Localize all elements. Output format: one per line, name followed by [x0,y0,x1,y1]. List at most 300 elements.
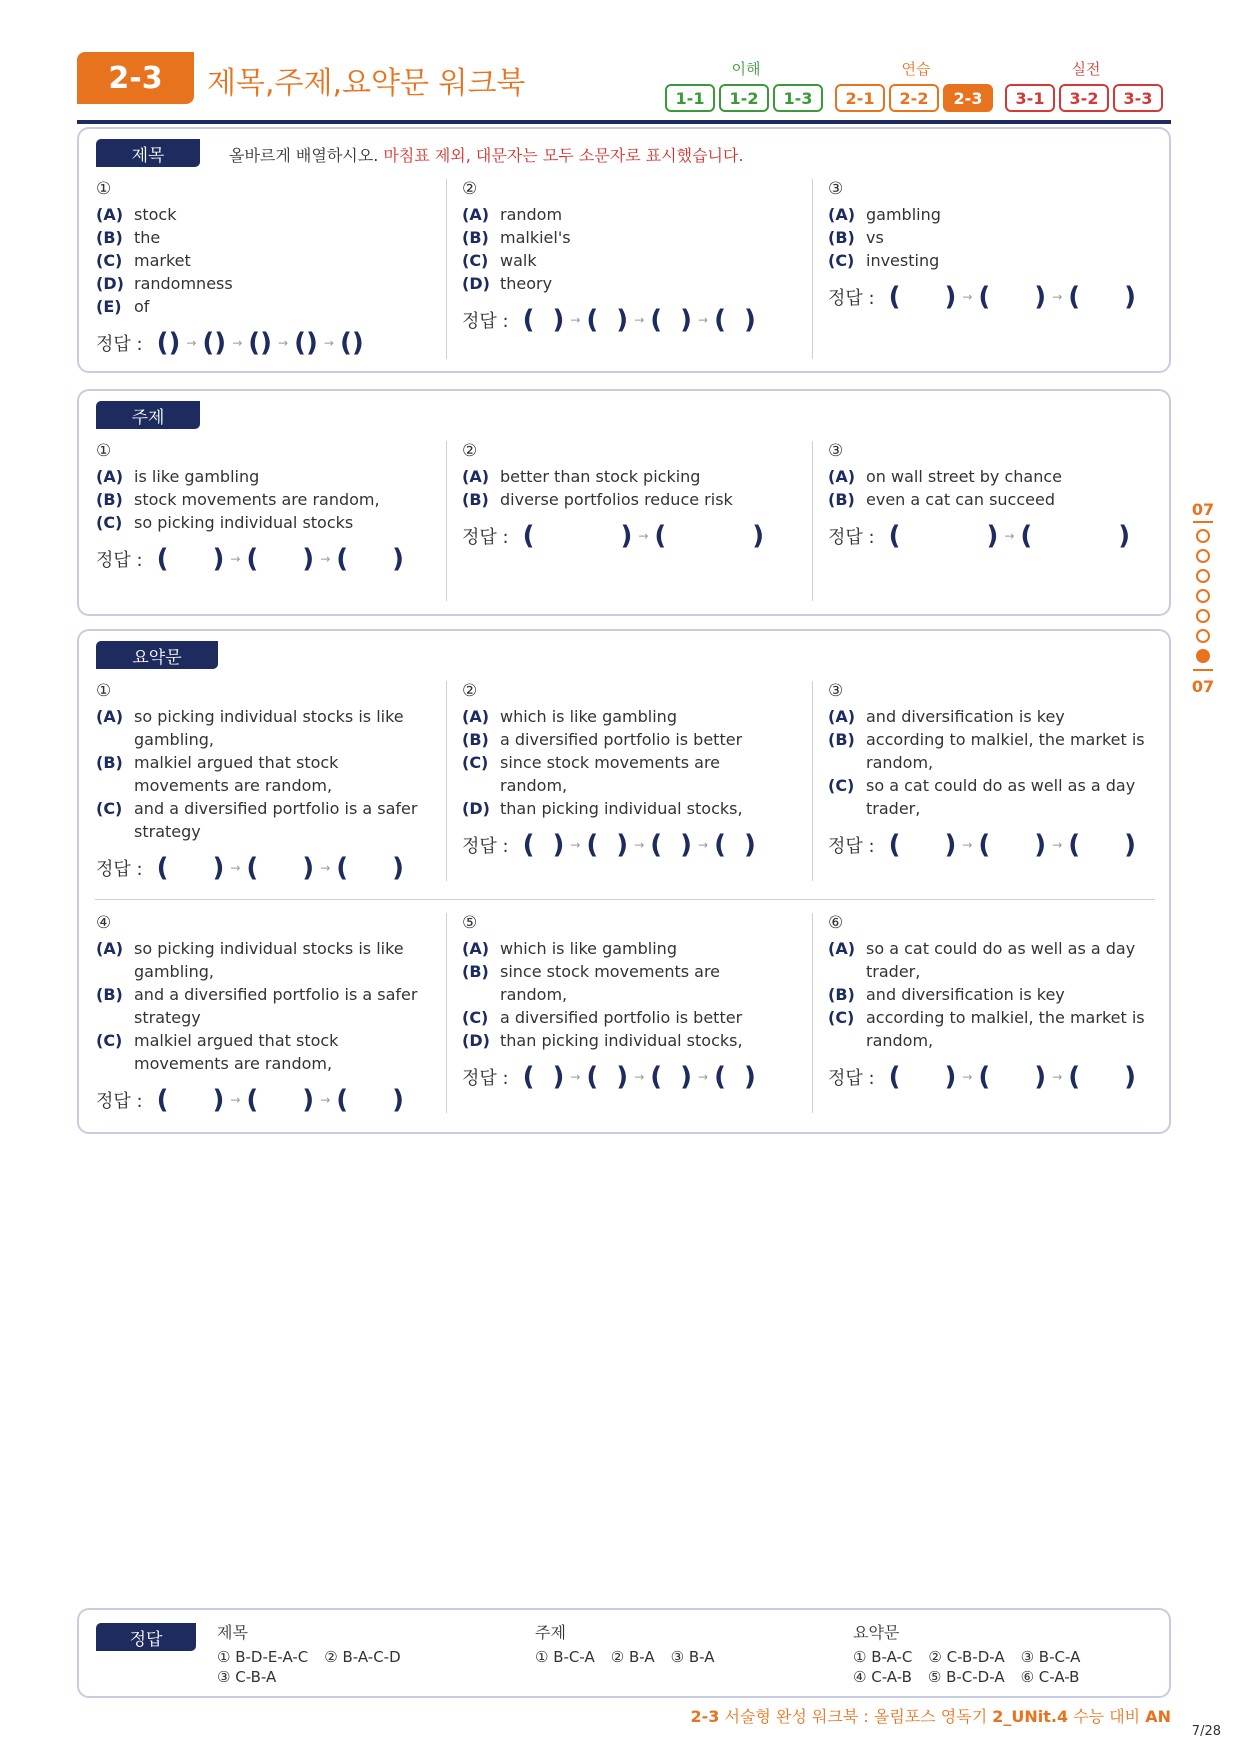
option-item [96,797,426,843]
progress-dot [1196,529,1210,543]
answer-slot-open[interactable]: ( [202,328,215,358]
instruction-note: 마침표 제외, 대문자는 모두 소문자로 표시했습니다. [383,146,744,165]
title-section [77,127,1171,373]
arrow-icon: → [230,861,241,875]
question [828,179,1158,312]
answer-slot-open[interactable]: ( [650,1062,663,1092]
answer-prefix: 정답 : [828,836,875,857]
question [96,913,426,1115]
progress-indicator [1188,500,1218,696]
arrow-icon: → [232,336,243,350]
answer-slots [96,544,426,574]
answer-slot-open[interactable]: ( [522,1062,535,1092]
arrow-icon: → [1052,1070,1063,1084]
option-label: (A) [462,205,490,224]
option-label: (C) [828,251,855,270]
question-number: ④ [96,913,112,933]
option-text: is like gambling [134,467,260,486]
option-text: randomness [134,274,233,293]
arrow-icon: → [1004,529,1015,543]
arrow-icon: → [320,552,331,566]
option-label: (C) [462,251,489,270]
answer-slots [828,521,1158,551]
question-number: ③ [828,441,844,461]
option-item [96,488,426,511]
option-text: theory [500,274,553,293]
arrow-icon: → [638,529,649,543]
option-item [828,983,1158,1006]
arrow-icon: → [570,1070,581,1084]
answer-prefix: 정답 : [462,1068,509,1089]
progress-dot [1196,589,1210,603]
option-item [828,226,1158,249]
answer-prefix: 정답 : [828,527,875,548]
option-text: a diversified portfolio is better [500,1008,743,1027]
answer-slot-close[interactable]: ) [986,521,999,551]
column-divider [812,179,813,359]
level-button-2-3[interactable]: 2-3 [943,84,993,112]
level-button-1-3[interactable]: 1-3 [773,84,823,112]
answer-slot-open[interactable]: ( [650,830,663,860]
option-text: which is like gambling [500,707,677,726]
answer-slot-open[interactable]: ( [522,830,535,860]
answer-slot-close[interactable]: ) [302,853,315,883]
option-label: (B) [828,985,855,1004]
answer-prefix: 정답 : [96,1091,143,1112]
answer-key-entry: ⑥ C-A-B [1020,1668,1080,1686]
option-label: (D) [96,274,124,293]
option-label: (E) [96,297,122,316]
option-label: (B) [462,490,489,509]
topic-section [77,389,1171,616]
answer-slot-close[interactable]: ) [302,1085,315,1115]
option-text: so picking individual stocks [134,513,354,532]
option-label: (C) [96,1031,123,1050]
option-label: (A) [462,707,490,726]
option-item [462,751,792,797]
answer-slot-open[interactable]: ( [888,1062,901,1092]
answer-slot-open[interactable]: ( [339,328,352,358]
answer-prefix: 정답 : [462,311,509,332]
option-label: (B) [96,228,123,247]
progress-dot [1196,569,1210,583]
answer-slot-close[interactable]: ) [212,1085,225,1115]
answer-slot-close[interactable]: ) [214,328,227,358]
answer-slot-open[interactable]: ( [522,521,535,551]
progress-dot [1196,609,1210,623]
answer-key-label: 주제 [535,1623,566,1642]
answer-key-entry: ③ B-C-A [1020,1648,1081,1666]
option-label: (A) [96,939,124,958]
answer-slot-close[interactable]: ) [616,1062,629,1092]
answer-slots [828,282,1158,312]
answer-key-row [217,1647,417,1667]
option-text: vs [866,228,884,247]
arrow-icon: → [634,313,645,327]
footer-credit [690,1704,1171,1727]
column-divider [812,441,813,601]
answer-slot-open[interactable]: ( [714,305,726,335]
answer-slot-open[interactable]: ( [156,328,169,358]
option-text: and diversification is key [866,985,1065,1004]
section-tag: 요약문 [96,641,218,669]
question [828,441,1158,551]
question-number: ① [96,681,112,701]
column-divider [446,913,447,1113]
option-text: of [134,297,150,316]
question-number: ② [462,179,478,199]
answer-slot-open[interactable]: ( [336,853,349,883]
lesson-badge: 2-3 [77,52,194,104]
option-label: (B) [96,985,123,1004]
arrow-icon: → [320,861,331,875]
row-divider [95,899,1155,900]
option-item [96,1029,426,1075]
arrow-icon: → [962,838,973,852]
arrow-icon: → [698,313,709,327]
answer-key-summary [853,1620,1096,1687]
progress-rule [1193,669,1213,671]
answer-slot-open[interactable]: ( [1068,830,1081,860]
answer-slot-open[interactable]: ( [978,282,991,312]
answer-slot-close[interactable]: ) [168,328,181,358]
option-label: (A) [96,467,124,486]
answer-slot-open[interactable]: ( [1068,1062,1081,1092]
option-text: since stock movements are random, [500,962,721,1004]
level-button-1-2[interactable]: 1-2 [719,84,769,112]
option-item [96,983,426,1029]
footer-text: 서술형 완성 워크북 : [724,1707,869,1726]
arrow-icon: → [698,1070,709,1084]
option-label: (B) [96,753,123,772]
column-divider [446,681,447,881]
answer-slots [462,1062,792,1092]
answer-slot-close[interactable]: ) [752,521,765,551]
option-item [96,295,426,318]
option-item [828,203,1158,226]
option-item [828,1006,1158,1052]
option-label: (B) [828,730,855,749]
option-label: (D) [462,799,490,818]
arrow-icon: → [323,336,334,350]
answer-slot-close[interactable]: ) [351,328,364,358]
answer-slot-close[interactable]: ) [552,830,565,860]
answer-slots [462,521,792,551]
option-label: (A) [828,467,856,486]
summary-section [77,629,1171,1134]
option-item [96,705,426,751]
instruction [229,143,744,166]
answer-slot-open[interactable]: ( [246,853,259,883]
option-text: than picking individual stocks, [500,1031,743,1050]
question-number: ① [96,441,112,461]
page-title: 제목,주제,요약문 워크북 [207,66,526,101]
section-tag: 주제 [96,401,200,429]
level-navigation [665,58,1171,114]
answer-slot-close[interactable]: ) [1034,1062,1047,1092]
answer-slot-close[interactable]: ) [1034,282,1047,312]
level-group-label: 이해 [731,60,761,78]
answer-slot-open[interactable]: ( [156,1085,169,1115]
option-text: which is like gambling [500,939,677,958]
answer-slot-close[interactable]: ) [260,328,273,358]
section-tag: 제목 [96,139,200,167]
level-button-2-2[interactable]: 2-2 [889,84,939,112]
answer-slot-close[interactable]: ) [616,830,629,860]
option-item [96,465,426,488]
answer-slot-close[interactable]: ) [1124,282,1137,312]
progress-rule [1193,521,1213,523]
column-divider [812,913,813,1113]
question-number: ① [96,179,112,199]
footer-book: 올림포스 영독기 [873,1707,988,1726]
option-text: market [134,251,191,270]
progress-dot [1196,629,1210,643]
option-text: so picking individual stocks is like gambling, [134,707,404,749]
option-item [462,705,792,728]
answer-key-label: 제목 [217,1623,248,1642]
option-item [462,272,792,295]
arrow-icon: → [1052,290,1063,304]
answer-key [77,1608,1171,1698]
option-label: (A) [462,467,490,486]
question-number: ③ [828,681,844,701]
answer-slot-open[interactable]: ( [156,544,169,574]
answer-slot-close[interactable]: ) [1124,830,1137,860]
answer-slot-open[interactable]: ( [586,830,599,860]
option-text: stock movements are random, [134,490,380,509]
footer-code: 2-3 [690,1707,720,1726]
answer-slot-close[interactable]: ) [620,521,633,551]
answer-slot-open[interactable]: ( [714,1062,726,1092]
answer-key-entry: ④ C-A-B [853,1668,912,1686]
column-divider [812,681,813,881]
question [96,681,426,883]
question-number: ② [462,441,478,461]
answer-slot-close[interactable]: ) [944,1062,957,1092]
option-item [96,226,426,249]
answer-slot-close[interactable]: ) [743,1062,756,1092]
option-label: (C) [96,251,123,270]
level-button-3-2[interactable]: 3-2 [1059,84,1109,112]
option-label: (C) [828,1008,855,1027]
answer-slot-open[interactable]: ( [978,1062,991,1092]
answer-prefix: 정답 : [828,1068,875,1089]
answer-slot-close[interactable]: ) [552,1062,565,1092]
answer-key-tag: 정답 [96,1623,196,1651]
arrow-icon: → [186,336,197,350]
answer-slot-open[interactable]: ( [888,830,901,860]
option-text: on wall street by chance [866,467,1062,486]
answer-key-label: 요약문 [853,1623,900,1642]
answer-key-entry: ③ C-B-A [217,1668,277,1686]
header-divider [77,120,1171,124]
option-label: (C) [462,753,489,772]
option-label: (D) [462,1031,490,1050]
arrow-icon: → [570,313,581,327]
question-number: ② [462,681,478,701]
option-text: according to malkiel, the market is random, [866,730,1145,772]
question [462,913,792,1092]
option-text: malkiel argued that stock movements are random, [134,753,339,795]
answer-key-entry: ② B-A-C-D [324,1648,401,1666]
answer-slot-close[interactable]: ) [680,1062,693,1092]
answer-slot-close[interactable]: ) [392,853,405,883]
answer-slot-open[interactable]: ( [522,305,535,335]
answer-slot-open[interactable]: ( [294,328,306,358]
option-text: random [500,205,563,224]
arrow-icon: → [1052,838,1063,852]
answer-slots [462,305,792,335]
arrow-icon: → [634,838,645,852]
option-text: and a diversified portfolio is a safer strategy [134,985,418,1027]
answer-slot-open[interactable]: ( [1020,521,1033,551]
answer-slot-open[interactable]: ( [650,305,663,335]
option-text: malkiel argued that stock movements are random, [134,1031,339,1073]
answer-slot-close[interactable]: ) [552,305,565,335]
level-button-2-1[interactable]: 2-1 [835,84,885,112]
answer-slots [96,853,426,883]
answer-key-entry: ⑤ B-C-D-A [927,1668,1005,1686]
question-number: ⑥ [828,913,844,933]
option-item [462,1029,792,1052]
footer-tail: 수능 대비 [1073,1707,1141,1726]
answer-slot-close[interactable]: ) [212,853,225,883]
progress-number: 07 [1191,677,1215,696]
answer-slot-open[interactable]: ( [714,830,726,860]
answer-slot-open[interactable]: ( [156,853,169,883]
answer-slot-open[interactable]: ( [654,521,667,551]
option-label: (B) [462,730,489,749]
answer-slot-open[interactable]: ( [888,521,901,551]
option-label: (B) [96,490,123,509]
option-text: even a cat can succeed [866,490,1055,509]
footer-unit: 2_UNit.4 [992,1707,1069,1726]
answer-prefix: 정답 : [96,334,143,355]
option-text: the [134,228,161,247]
arrow-icon: → [320,1093,331,1107]
answer-prefix: 정답 : [96,859,143,880]
option-label: (C) [828,776,855,795]
answer-slot-close[interactable]: ) [1118,521,1131,551]
question-number: ⑤ [462,913,478,933]
answer-slots [96,328,426,358]
option-item [462,797,792,820]
option-item [96,751,426,797]
arrow-icon: → [230,552,241,566]
answer-slot-close[interactable]: ) [305,328,318,358]
answer-prefix: 정답 : [828,288,875,309]
level-button-3-1[interactable]: 3-1 [1005,84,1055,112]
answer-key-entry: ② C-B-D-A [928,1648,1005,1666]
option-item [828,705,1158,728]
instruction-text: 올바르게 배열하시오. [229,146,379,165]
option-item [462,937,792,960]
option-text: than picking individual stocks, [500,799,743,818]
option-item [96,249,426,272]
answer-prefix: 정답 : [462,527,509,548]
question [462,441,792,551]
option-label: (A) [828,939,856,958]
answer-key-entry: ① B-D-E-A-C [217,1648,309,1666]
option-label: (A) [828,205,856,224]
option-label: (B) [462,962,489,981]
footer-suffix: AN [1145,1707,1171,1726]
option-item [96,937,426,983]
answer-prefix: 정답 : [96,550,143,571]
level-group-label: 연습 [901,60,931,78]
option-label: (C) [96,513,123,532]
answer-slot-close[interactable]: ) [616,305,629,335]
answer-slot-open[interactable]: ( [1068,282,1081,312]
option-item [462,488,792,511]
option-item [462,960,792,1006]
answer-slot-open[interactable]: ( [586,1062,599,1092]
answer-slot-open[interactable]: ( [336,1085,349,1115]
answer-slot-close[interactable]: ) [1034,830,1047,860]
answer-slot-close[interactable]: ) [680,305,693,335]
answer-slot-close[interactable]: ) [944,830,957,860]
option-item [96,203,426,226]
option-label: (C) [96,799,123,818]
option-item [96,511,426,534]
answer-slot-close[interactable]: ) [212,544,225,574]
answer-slots [828,830,1158,860]
answer-slot-close[interactable]: ) [392,544,405,574]
answer-slot-close[interactable]: ) [392,1085,405,1115]
answer-key-row [535,1647,730,1667]
answer-slot-open[interactable]: ( [248,328,261,358]
arrow-icon: → [634,1070,645,1084]
answer-key-title [217,1620,417,1687]
answer-slot-open[interactable]: ( [586,305,599,335]
option-item [462,465,792,488]
answer-slot-open[interactable]: ( [978,830,991,860]
answer-slot-close[interactable]: ) [680,830,693,860]
option-text: and diversification is key [866,707,1065,726]
answer-slot-open[interactable]: ( [246,544,259,574]
answer-slot-open[interactable]: ( [888,282,901,312]
arrow-icon: → [230,1093,241,1107]
answer-key-entry: ③ B-A [670,1648,715,1666]
option-item [828,774,1158,820]
answer-slot-open[interactable]: ( [336,544,349,574]
option-item [96,272,426,295]
option-item [828,465,1158,488]
option-text: investing [866,251,940,270]
progress-number: 07 [1191,500,1215,519]
answer-slot-close[interactable]: ) [743,830,756,860]
answer-slot-close[interactable]: ) [743,305,756,335]
answer-slot-close[interactable]: ) [302,544,315,574]
answer-slot-open[interactable]: ( [246,1085,259,1115]
option-item [462,728,792,751]
option-text: so picking individual stocks is like gambling, [134,939,404,981]
level-button-3-3[interactable]: 3-3 [1113,84,1163,112]
option-label: (B) [462,228,489,247]
option-text: better than stock picking [500,467,701,486]
question [462,179,792,335]
answer-prefix: 정답 : [462,836,509,857]
option-text: stock [134,205,177,224]
question [96,441,426,574]
answer-slot-close[interactable]: ) [944,282,957,312]
question [96,179,426,358]
answer-key-row [853,1667,1096,1687]
answer-key-topic [535,1620,730,1667]
answer-slot-close[interactable]: ) [1124,1062,1137,1092]
level-button-1-1[interactable]: 1-1 [665,84,715,112]
